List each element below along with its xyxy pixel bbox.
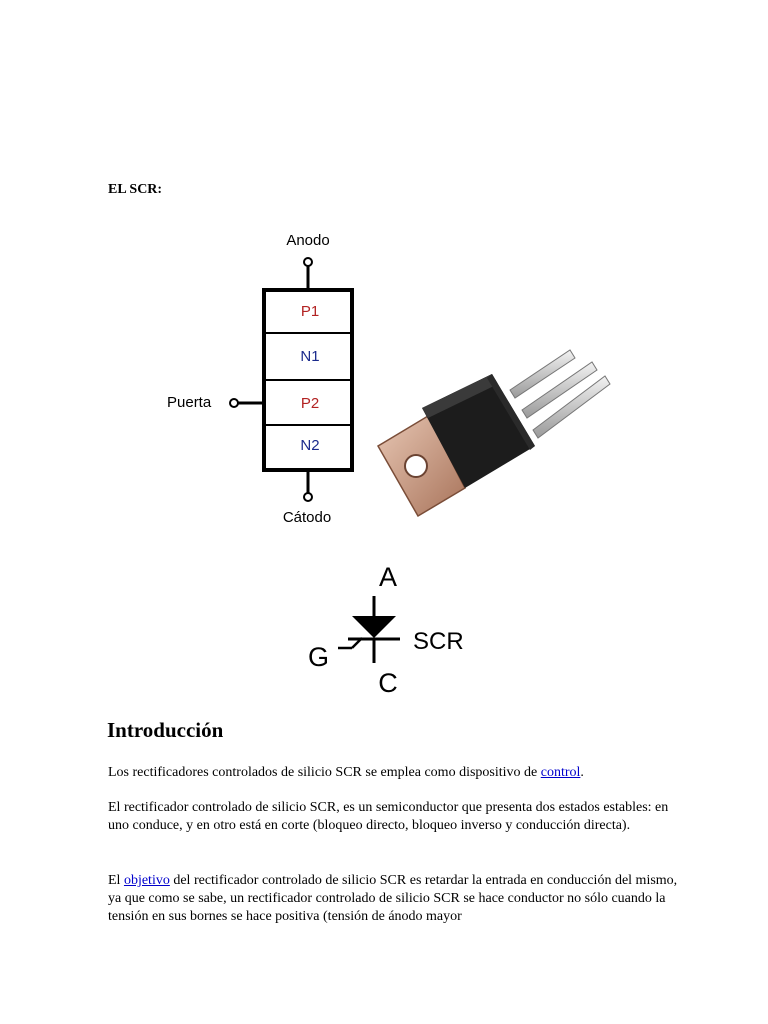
device-leads [510,350,610,438]
cathode-label: Cátodo [282,509,332,526]
intro-paragraph-2: El rectificador controlado de silicio SCR, es un semiconductor que presenta dos estados estables: en uno conduce, y en otro está en corte (bloqueo directo, bloqueo inverso y conducción directa). [108,800,669,833]
gate-label: Puerta [167,394,212,411]
scr-symbol [300,558,475,698]
objetivo-link[interactable]: objetivo [123,873,170,888]
scr-structure-diagram [160,225,360,530]
paragraph-text: del rectificador controlado de silicio SCR es retardar la entrada en conducción del mismo, ya que como se sabe, un rectificador controlado de silicio SCR se hace conductor no sólo cuando la tensión en sus bornes se hace positiva (tensión de ánodo mayor [108,873,678,924]
mounting-hole [405,455,427,477]
symbol-gate-label: G [308,642,330,672]
layer-n1: N1 [300,348,320,365]
symbol-diode-triangle [352,616,396,638]
layer-p2: P2 [300,395,320,412]
scr-device-photo [370,338,615,523]
anode-terminal [304,258,312,266]
intro-paragraph-1 [108,764,678,782]
paragraph-text: Los rectificadores controlados de silicio SCR se emplea como dispositivo de [108,765,541,780]
anode-label: Anodo [286,232,330,249]
layer-p1: P1 [300,303,320,320]
intro-heading: Introducción [107,718,224,742]
layer-n2: N2 [300,437,320,454]
symbol-cathode-label: C [378,668,398,698]
intro-paragraph-3 [108,872,678,926]
symbol-anode-label: A [378,562,398,592]
gate-terminal [230,399,238,407]
cathode-terminal [304,493,312,501]
section-title: EL SCR: [108,182,163,197]
symbol-name-label: SCR [413,628,464,655]
paragraph-text: . [580,765,584,780]
control-link[interactable]: control [540,765,581,780]
paragraph-text: El [108,873,124,888]
